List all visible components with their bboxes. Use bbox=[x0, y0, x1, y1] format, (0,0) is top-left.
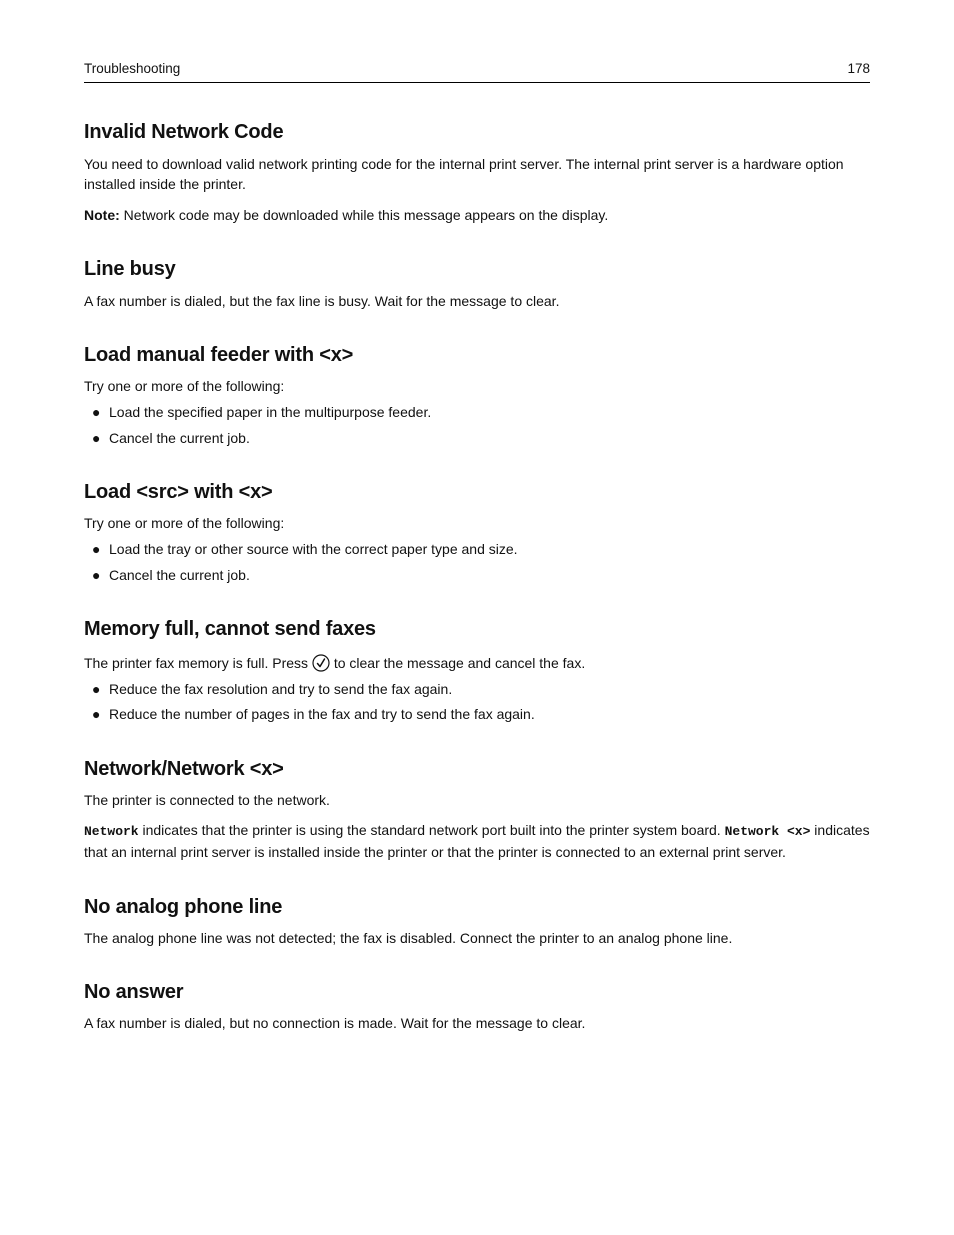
section-intro bbox=[84, 653, 870, 673]
page-header bbox=[84, 60, 870, 83]
section-line-busy bbox=[84, 257, 870, 311]
bullet-icon: ● bbox=[92, 430, 101, 446]
bullet-icon: ● bbox=[92, 541, 101, 557]
section-heading: Invalid Network Code bbox=[84, 121, 284, 143]
list-item-text: Cancel the current job. bbox=[109, 567, 250, 583]
section-load-src bbox=[84, 480, 870, 585]
bullet-list bbox=[84, 539, 870, 585]
bullet-icon: ● bbox=[92, 706, 101, 722]
check-circle-icon bbox=[312, 654, 330, 672]
code-text: Network <x> bbox=[724, 824, 811, 839]
detail-text: indicates that an internal print server is installed inside the printer or that the printer is connected to an external print server. bbox=[84, 822, 870, 860]
bullet-list bbox=[84, 402, 870, 448]
section-intro: Try one or more of the following: bbox=[84, 378, 285, 394]
list-item bbox=[84, 539, 870, 559]
page-content bbox=[84, 120, 870, 1033]
bullet-icon: ● bbox=[92, 404, 101, 420]
note-text: Network code may be downloaded while this message appears on the display. bbox=[119, 207, 609, 223]
note-paragraph bbox=[84, 205, 870, 225]
bullet-list bbox=[84, 679, 870, 724]
bullet-icon: ● bbox=[92, 681, 101, 697]
list-item bbox=[84, 428, 870, 448]
list-item bbox=[84, 565, 870, 585]
section-load-manual-feeder bbox=[84, 343, 870, 448]
section-body: The printer is connected to the network. bbox=[84, 792, 330, 808]
header-section-title: Troubleshooting bbox=[84, 61, 181, 76]
list-item bbox=[84, 679, 870, 699]
section-network bbox=[84, 757, 870, 862]
section-no-answer bbox=[84, 980, 870, 1033]
section-memory-full bbox=[84, 617, 870, 724]
section-heading: Network/Network <x> bbox=[84, 758, 284, 780]
section-intro: Try one or more of the following: bbox=[84, 515, 285, 531]
list-item bbox=[84, 402, 870, 422]
list-item-text: Reduce the number of pages in the fax and try to send the fax again. bbox=[109, 706, 535, 722]
section-body: A fax number is dialed, but the fax line is busy. Wait for the message to clear. bbox=[84, 293, 560, 309]
list-item bbox=[84, 704, 870, 724]
section-detail bbox=[84, 820, 870, 862]
list-item-text: Cancel the current job. bbox=[109, 430, 250, 446]
section-heading: No answer bbox=[84, 981, 184, 1003]
section-heading: Line busy bbox=[84, 258, 176, 280]
section-body: You need to download valid network printing code for the internal print server. The internal print server is a hardware option installed inside the printer. bbox=[84, 156, 844, 192]
section-heading: Memory full, cannot send faxes bbox=[84, 618, 376, 640]
section-heading: No analog phone line bbox=[84, 896, 283, 918]
section-no-analog-phone-line bbox=[84, 895, 870, 948]
section-heading: Load manual feeder with <x> bbox=[84, 344, 354, 366]
detail-text: indicates that the printer is using the standard network port built into the printer system board. bbox=[138, 822, 725, 838]
note-label: Note: bbox=[84, 207, 120, 223]
section-body: The analog phone line was not detected; the fax is disabled. Connect the printer to an analog phone line. bbox=[84, 930, 733, 946]
list-item-text: Load the specified paper in the multipurpose feeder. bbox=[109, 404, 432, 420]
bullet-icon: ● bbox=[92, 567, 101, 583]
section-body: A fax number is dialed, but no connection is made. Wait for the message to clear. bbox=[84, 1015, 586, 1031]
intro-text-after: to clear the message and cancel the fax. bbox=[329, 655, 586, 671]
list-item-text: Reduce the fax resolution and try to send the fax again. bbox=[109, 681, 453, 697]
page-number: 178 bbox=[847, 61, 870, 76]
list-item-text: Load the tray or other source with the correct paper type and size. bbox=[109, 541, 518, 557]
section-heading: Load <src> with <x> bbox=[84, 481, 273, 503]
intro-text-before: The printer fax memory is full. Press bbox=[84, 655, 312, 671]
code-text: Network bbox=[84, 824, 139, 839]
section-invalid-network-code bbox=[84, 120, 870, 225]
